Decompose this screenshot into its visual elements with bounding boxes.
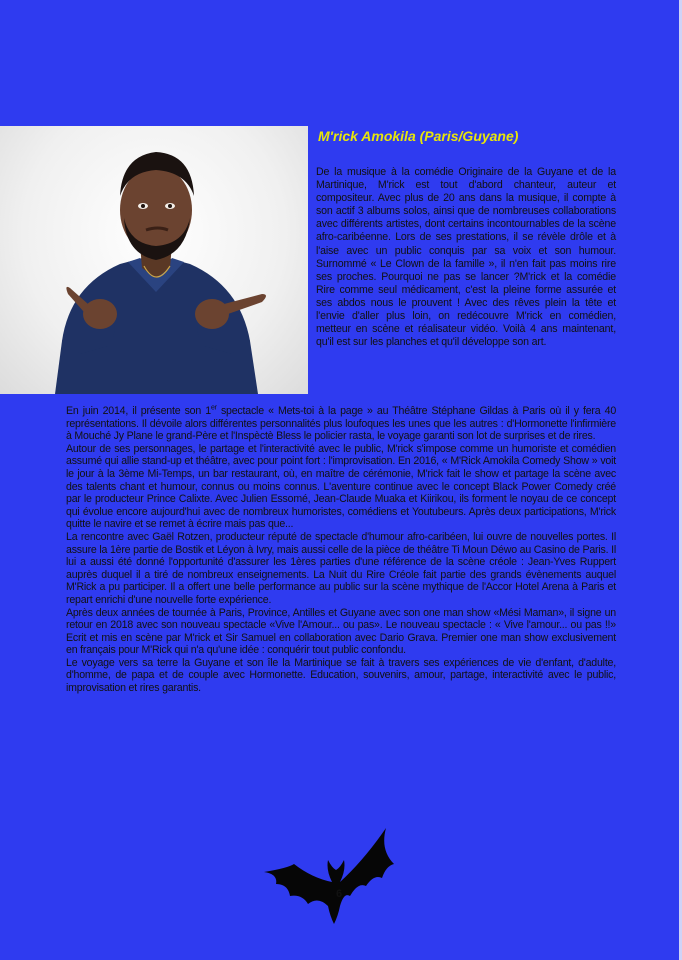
artist-photo — [0, 126, 308, 394]
intro-paragraph: De la musique à la comédie Originaire de la Guyane et de la Martinique, M'rick est tout d'abord chanteur, auteur et compositeur. Avec plus de 20 ans dans la musique, il compte à son actif 3 albums solos, ainsi que de nombreuses collaborations avec différents artistes, dont certains incontournables de la scène afro-caribéenne. Lors de ses prestations, il se révèle drôle et à l'aise avec un public conquis par sa voix et son humour. Surnommé « Le Clown de la famille », il n'en fait pas moins rire ses proches. Pourquoi ne pas se lancer ?M'rick et la comédie Rire comme seul médicament, c'est la pleine forme assurée et ses abdos nous le prouvent ! Avec des rêves plein la tête et l'envie d'aller plus loin, on redécouvre M'rick en comédien, metteur en scène et réalisateur vidéo. Voilà 4 ans maintenant, qu'il est sur les planches et qu'il développe son art. — [316, 166, 616, 349]
article-title: M'rick Amokila (Paris/Guyane) — [318, 128, 519, 144]
body-text-segment: En juin 2014, il présente son 1 — [66, 405, 211, 417]
body-text-segment: spectacle « Mets-toi à la page » au Théâtre Stéphane Gildas à Paris où il y fera 40 représentations. Il dévoile alors différentes personnalités plus loufoques les unes que les autres : d'Hormonette l'infirmière à Mouché Jy Plane le grand-Père et l'Inspèctè Bless le policier rasta, le voyage garanti son lot de surprises et de rires. — [66, 405, 617, 443]
page-number: 6 — [335, 888, 343, 900]
body-paragraph: La rencontre avec Gaël Rotzen, producteur réputé de spectacle d'humour afro-caribéen, lui ouvre de nouvelles portes. Il assure la 1ère partie de Bostik et Léyon à Ivry, mais aussi celle de la pièce de théâtre Ti Moun Déwo au Casino de Paris. Il lui a aussi été donné l'opportunité d'assurer les 1ères parties d'une référence de la scène créole : Jean-Yves Ruppert auprès duquel il a tiré de nombreux enseignements. La Nuit du Rire Créole fait partie des grands évènements auquel M'Rick a pu participer. Il a offert une belle performance au public sur la scène mythique de l'Accor Hotel Arena à Paris et repart enrichi d'une nouvelle forte expérience. — [66, 530, 616, 606]
body-paragraph: Le voyage vers sa terre la Guyane et son île la Martinique se fait à travers ses expériences de vie d'enfant, d'adulte, d'homme, de papa et de couple avec Hormonette. Education, souvenirs, amour, partage, interactivité avec le public, improvisation et rires garantis. — [66, 656, 616, 695]
body-paragraph: Après deux années de tournée à Paris, Province, Antilles et Guyane avec son one man show «Mési Maman», il signe un retour en 2018 avec son nouveau spectacle «Vive l'Amour... ou pas». Le nouveau spectacle : « Vive l'amour... ou pas !!» Ecrit et mis en scène par M'rick et Sir Samuel en collaboration avec Dario Grava. Premier one man show exclusivement en français pour M'Rick qui n'a qu'une idée : conquérir tout public confondu. — [66, 606, 616, 657]
article-body — [66, 405, 616, 695]
ordinal-superscript: er — [210, 404, 217, 412]
body-paragraph — [66, 405, 616, 443]
body-paragraph: Autour de ses personnages, le partage et l'interactivité avec le public, M'rick s'impose comme un humoriste et comédien assumé qui allie stand-up et théâtre, avec pour point fort : l'improvisation. En 2016, « M'Rick Amokila Comedy Show » voit le jour à la 3ème Mi-Temps, un bar restaurant, où, en maître de cérémonie, M'rick fait le show et partage la scène avec des talents chant et humour, connus ou moins connus. L'aventure continue avec le concept Black Power Comedy créé par le producteur Prince Calixte. Avec Julien Essomé, Jean-Claude Muaka et Kiirikou, ils forment le noyau de ce concept qui évolue encore aujourd'hui avec de nombreux humoristes, comédiens et Youtubeurs. Après deux participations, M'rick quitte le navire et se remet à écrire mais pas que... — [66, 442, 616, 531]
bat-icon — [254, 820, 414, 925]
